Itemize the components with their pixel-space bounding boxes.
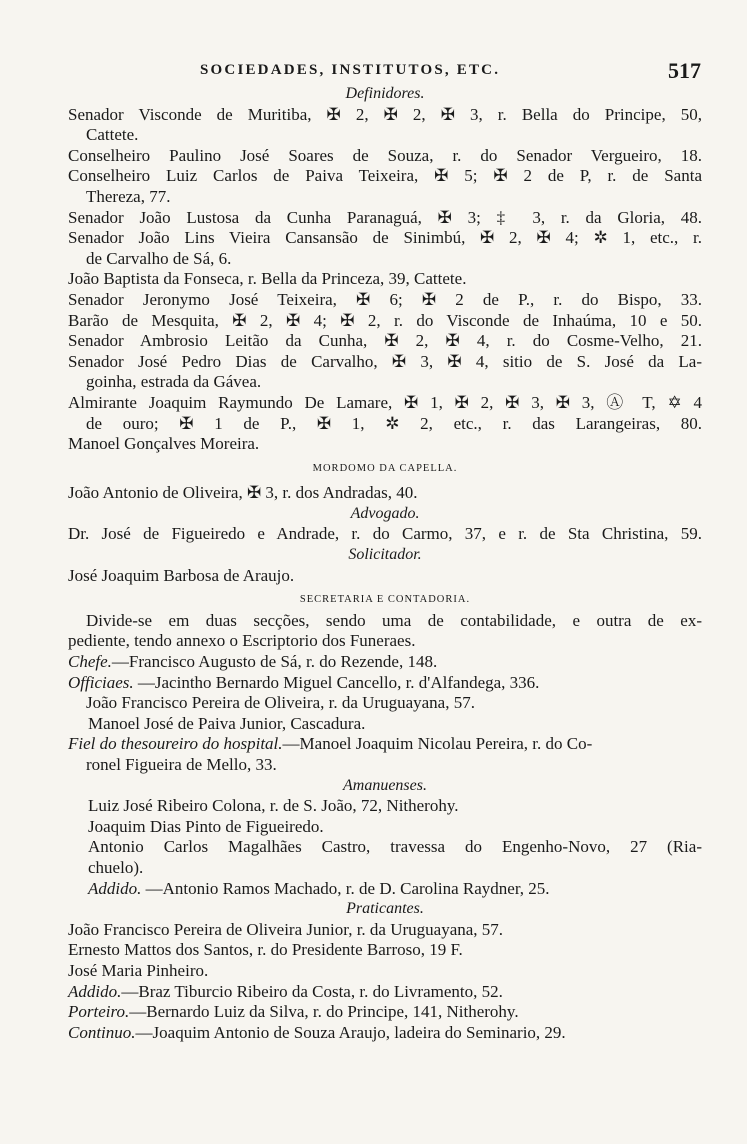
entry-addido — [68, 879, 702, 900]
text-line: Thereza, 77. — [86, 186, 171, 206]
text-line: João Francisco Pereira de Oliveira Junior, r. da Uruguayana, 57. — [68, 919, 504, 939]
section-heading-secretaria: SECRETARIA E CONTADORIA. — [299, 594, 471, 606]
text-line: pediente, tendo annexo o Escriptorio dos Funeraes. — [68, 631, 416, 651]
text-line: Antonio Carlos Magalhães Castro, travessa do Engenho-Novo, 27 (Ria- — [88, 837, 702, 857]
section-heading-mordomo: MORDOMO DA CAPELLA. — [312, 462, 458, 474]
entry-text: —Antonio Ramos Machado, r. de D. Carolina Raydner, 25. — [141, 878, 550, 898]
text-line: João Francisco Pereira de Oliveira, r. da Uruguayana, 57. — [86, 693, 475, 713]
text-line: Manoel José de Paiva Junior, Cascadura. — [88, 713, 366, 733]
text-line: chuelo). — [88, 857, 144, 877]
entry-fiel — [68, 734, 702, 755]
text-line: Ernesto Mattos dos Santos, r. do Presidente Barroso, 19 F. — [68, 940, 463, 960]
text-line: Joaquim Dias Pinto de Figueiredo. — [88, 816, 324, 836]
text-line: Divide-se em duas secções, sendo uma de contabilidade, e outra de ex- — [86, 610, 702, 630]
text-line: Conselheiro Paulino José Soares de Souza, r. do Senador Vergueiro, 18. — [68, 145, 702, 165]
running-title: SOCIEDADES, INSTITUTOS, ETC. — [200, 62, 501, 78]
section-heading-definidores: Definidores. — [345, 85, 425, 102]
entry-text: —Jacintho Bernardo Miguel Cancello, r. d'Alfandega, 336. — [133, 672, 540, 692]
entry-label: Officiaes. — [68, 672, 134, 692]
text-line: João Baptista da Fonseca, r. Bella da Princeza, 39, Cattete. — [68, 269, 467, 289]
section-heading-amanuenses: Amanuenses. — [343, 776, 427, 794]
entry-label: Addido. — [88, 878, 142, 898]
entry-text: —Braz Tiburcio Ribeiro da Costa, r. do Livramento, 52. — [121, 981, 503, 1001]
text-line: Senador João Lins Vieira Cansansão de Sinimbú, ✠ 2, ✠ 4; ✲ 1, etc., r. — [68, 228, 702, 248]
text-line: goinha, estrada da Gávea. — [86, 372, 262, 392]
entry-text: —Joaquim Antonio de Souza Araujo, ladeira do Seminario, 29. — [135, 1022, 566, 1042]
text-line: Luiz José Ribeiro Colona, r. de S. João, 72, Nitherohy. — [88, 796, 459, 816]
text-line: Manoel Gonçalves Moreira. — [68, 434, 260, 454]
entry-chefe — [68, 652, 702, 673]
text-line: Senador José Pedro Dias de Carvalho, ✠ 3, ✠ 4, sitio de S. José da La- — [68, 351, 702, 371]
entry-label: Porteiro. — [68, 1002, 130, 1022]
text-line: Dr. José de Figueiredo e Andrade, r. do Carmo, 37, e r. de Sta Christina, 59. — [68, 524, 702, 544]
page-number: 517 — [668, 58, 701, 83]
entry-label: Continuo. — [68, 1022, 136, 1042]
text-line: Almirante Joaquim Raymundo De Lamare, ✠ 1, ✠ 2, ✠ 3, ✠ 3, Ⓐ T, ✡ 4 — [68, 392, 702, 412]
entry-label: Fiel do thesoureiro do hospital. — [68, 734, 283, 754]
text-line: José Maria Pinheiro. — [68, 960, 209, 980]
text-line: João Antonio de Oliveira, ✠ 3, r. dos Andradas, 40. — [68, 483, 418, 503]
text-line: Senador João Lustosa da Cunha Paranaguá, ✠ 3; ‡ 3, r. da Gloria, 48. — [68, 207, 702, 227]
text-line: José Joaquim Barbosa de Araujo. — [68, 565, 295, 585]
text-line: Senador Jeronymo José Teixeira, ✠ 6; ✠ 2 de P., r. do Bispo, 33. — [68, 289, 702, 309]
text-line: Conselheiro Luiz Carlos de Paiva Teixeira, ✠ 5; ✠ 2 de P, r. de Santa — [68, 166, 702, 186]
section-heading-solicitador: Solicitador. — [348, 546, 422, 564]
entry-continuo — [68, 1023, 702, 1044]
text-line: ronel Figueira de Mello, 33. — [86, 755, 277, 774]
entry-porteiro — [68, 1002, 702, 1023]
text-line: de ouro; ✠ 1 de P., ✠ 1, ✲ 2, etc., r. das Larangeiras, 80. — [86, 413, 702, 433]
text-line: Senador Ambrosio Leitão da Cunha, ✠ 2, ✠ 4, r. do Cosme-Velho, 21. — [68, 331, 702, 351]
text-line: Senador Visconde de Muritiba, ✠ 2, ✠ 2, ✠ 3, r. Bella do Principe, 50, — [68, 104, 702, 124]
section-heading-praticantes: Praticantes. — [346, 900, 424, 918]
section-heading-advogado: Advogado. — [350, 504, 420, 522]
page-body — [68, 84, 702, 1043]
entry-label: Addido. — [68, 981, 122, 1001]
text-line: Cattete. — [86, 125, 139, 145]
entry-text: —Francisco Augusto de Sá, r. do Rezende, 148. — [111, 652, 438, 672]
entry-officiaes — [68, 673, 702, 694]
entry-text: —Bernardo Luiz da Silva, r. do Principe, 141, Nitherohy. — [129, 1002, 519, 1022]
entry-label: Chefe. — [68, 652, 112, 672]
entry-addido — [68, 982, 702, 1003]
text-line: de Carvalho de Sá, 6. — [86, 248, 232, 268]
text-line: Barão de Mesquita, ✠ 2, ✠ 4; ✠ 2, r. do Visconde de Inhaúma, 10 e 50. — [68, 310, 702, 330]
entry-text: —Manoel Joaquim Nicolau Pereira, r. do Co- — [282, 734, 593, 754]
